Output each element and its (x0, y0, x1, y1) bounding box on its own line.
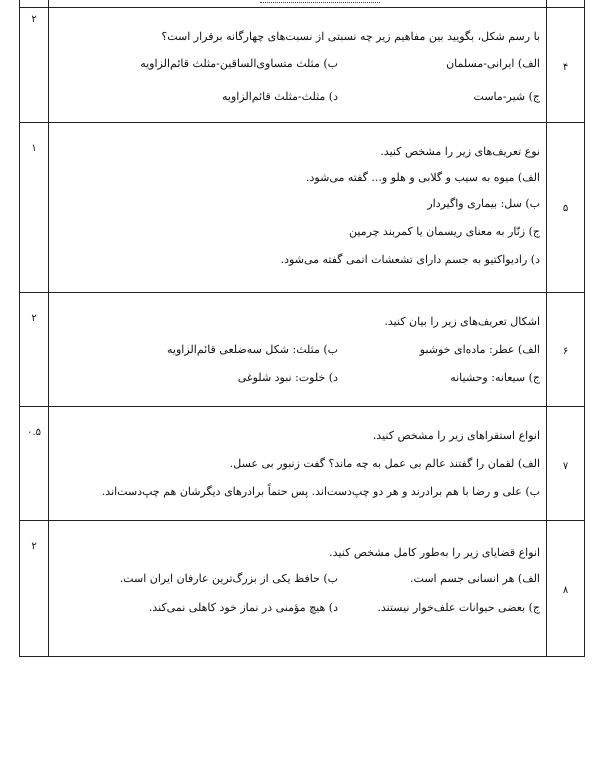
question-number: ۶ (562, 346, 569, 357)
question-prompt: نوع تعریف‌های زیر را مشخص کنید. (380, 145, 540, 158)
option-a: الف) لقمان را گفتند عالم بی عمل به چه ماند؟ گفت زنبور بی عسل. (229, 457, 540, 470)
option-a: الف) عطر: ماده‌ای خوشبو (419, 343, 540, 356)
question-score: ۱ (31, 143, 37, 154)
question-row-8 (20, 520, 584, 657)
question-prompt: انواع قضایای زیر را به‌طور کامل مشخص کنید. (329, 546, 540, 559)
question-content (49, 407, 546, 521)
question-content (49, 123, 546, 293)
option-b: ب) مثلث: شکل سه‌ضلعی قائم‌الزاویه (167, 343, 338, 356)
option-d: د) رادیواکتیو به جسم دارای تشعشات اتمی گفته می‌شود. (280, 253, 540, 266)
exam-table (19, 0, 585, 657)
question-row-6 (20, 292, 584, 407)
question-number: ۵ (562, 203, 569, 214)
option-b: ب) حافظ یکی از بزرگ‌ترین عارفان ایران است. (119, 572, 338, 585)
option-a: الف) میوه به سیب و گلابی و هلو و... گفته می‌شود. (306, 171, 540, 184)
option-d: د) خلوت: نبود شلوغی (237, 371, 338, 384)
question-row-7 (20, 406, 584, 521)
question-score: ۲ (31, 14, 37, 25)
option-b: ب) علی و رضا با هم برادرند و هر دو چپ‌دست‌اند. پس حتماً برادرهای دیگرشان هم چپ‌دست‌اند. (101, 485, 540, 498)
question-number: ۴ (562, 62, 569, 73)
option-c: ج) سیعانه: وحشیانه (450, 371, 540, 384)
option-a: الف) ایرانی-مسلمان (446, 57, 540, 70)
question-prompt: اشکال تعریف‌های زیر را بیان کنید. (384, 315, 540, 328)
question-score: ۲ (31, 541, 37, 552)
question-score: ۲ (31, 313, 37, 324)
question-row-4 (20, 7, 584, 123)
top-header-stub (260, 0, 380, 3)
question-content (49, 8, 546, 123)
option-d: د) هیچ مؤمنی در نماز خود کاهلی نمی‌کند. (148, 601, 338, 614)
option-c: ج) زنّار به معنای ریسمان یا کمربند چرمین (348, 225, 540, 238)
question-content (49, 521, 546, 657)
option-c: ج) بعضی حیوانات علف‌خوار نیستند. (377, 601, 540, 614)
option-a: الف) هر انسانی جسم است. (410, 572, 540, 585)
question-content (49, 293, 546, 407)
question-number: ۷ (562, 461, 569, 472)
option-c: ج) شیر-ماست (473, 90, 540, 103)
question-prompt: انواع استقراهای زیر را مشخص کنید. (372, 429, 540, 442)
option-b: ب) سل: بیماری واگیردار (427, 197, 540, 210)
question-row-5 (20, 122, 584, 293)
option-d: د) مثلث-مثلث قائم‌الزاویه (221, 90, 338, 103)
question-score: ۰.۵ (27, 427, 41, 438)
question-number: ۸ (562, 585, 569, 596)
option-b: ب) مثلث متساوی‌الساقین-مثلث قائم‌الزاویه (140, 57, 338, 70)
question-prompt: با رسم شکل، بگویید بین مفاهیم زیر چه نسبتی از نسبت‌های چهارگانه برقرار است؟ (161, 30, 540, 43)
